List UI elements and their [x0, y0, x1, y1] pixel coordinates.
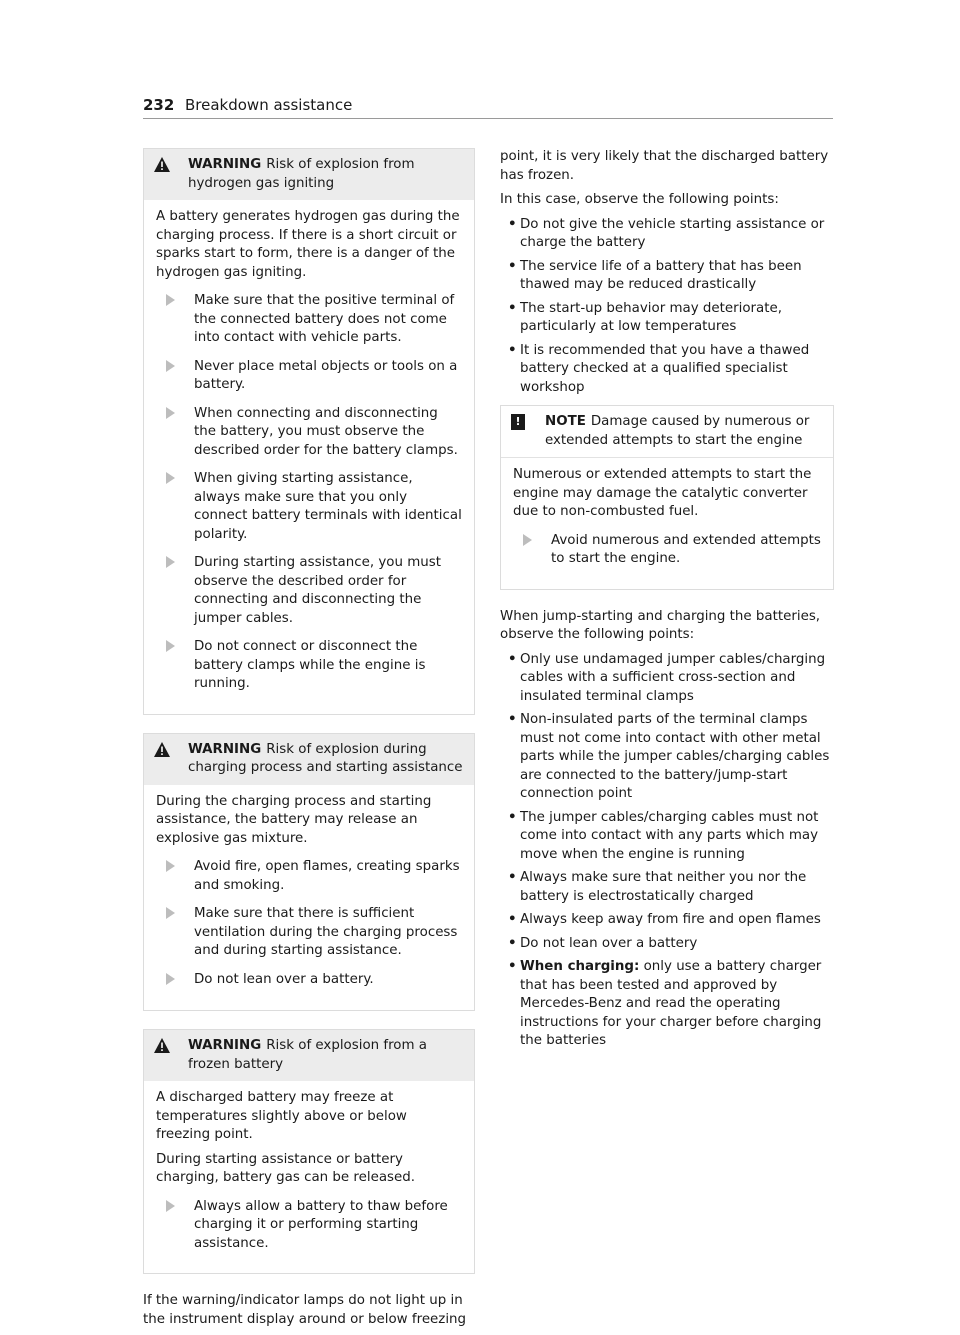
list-item: • It is recommended that you have a thawed battery checked at a qualified specialist workshop [508, 342, 810, 395]
action-item: Do not lean over a battery. [166, 971, 462, 991]
warning-keyword: WARNING [188, 1038, 262, 1053]
list-item: • Do not lean over a battery [508, 935, 698, 951]
list-item: • Do not give the vehicle starting assistance or charge the battery [508, 216, 825, 250]
action-item: Avoid numerous and extended attempts to start the engine. [523, 532, 821, 569]
list-item: • The service life of a battery that has been thawed may be reduced drastically [508, 258, 802, 292]
left-column [143, 148, 475, 1335]
warning-title: Risk of explosion from hydrogen gas igniting [188, 157, 415, 191]
page-header [143, 94, 833, 119]
note-box [500, 405, 834, 590]
action-item: Make sure that there is sufficient ventilation during the charging process and during starting assistance. [166, 905, 462, 961]
warning-triangle-icon [154, 156, 188, 193]
arrow-bullet-icon [166, 638, 194, 694]
charging-text: only use a battery charger that has been tested and approved by Mercedes-Benz and read the operating instructions for your charger before charging the batteries [520, 959, 822, 1048]
list-item: • Always make sure that neither you nor the battery is electrostatically charged [508, 870, 807, 904]
jump-lead: When jump-starting and charging the batteries, observe the following points: [500, 608, 821, 642]
arrow-bullet-icon [166, 405, 194, 461]
list-item: • The jumper cables/charging cables must not come into contact with any parts which may move when the engine is running [508, 809, 819, 862]
arrow-bullet-icon [166, 554, 194, 628]
warning-keyword: WARNING [188, 741, 262, 757]
warning-title: Risk of explosion from a frozen battery [188, 1038, 428, 1072]
warning-header [144, 149, 474, 200]
case-lead: In this case, observe the following points: [500, 192, 779, 207]
exclamation-icon: ! [511, 414, 525, 430]
warning-header [144, 734, 474, 785]
action-item: During starting assistance, you must observe the described order for connecting and disconnecting the jumper cables. [166, 554, 462, 628]
warning-title: Risk of explosion during charging process and starting assistance [188, 741, 463, 775]
list-item: • When charging: only use a battery charger that has been tested and approved by Mercedes-Benz and read the operating instructions for your charger before charging the batteries [508, 959, 822, 1048]
warning-box-hydrogen [143, 148, 475, 715]
warning-header [144, 1030, 474, 1081]
warning-text: During starting assistance or battery charging, battery gas can be released. [156, 1151, 416, 1185]
arrow-bullet-icon [166, 858, 194, 895]
arrow-bullet-icon [166, 971, 194, 991]
warning-box-frozen [143, 1029, 475, 1274]
arrow-bullet-icon [166, 358, 194, 395]
note-header [501, 406, 833, 458]
action-item: Make sure that the positive terminal of the connected battery does not come into contact with vehicle parts. [166, 292, 462, 348]
action-item: When giving starting assistance, always make sure that you only connect battery terminals with identical polarity. [166, 470, 462, 544]
action-item: When connecting and disconnecting the battery, you must observe the described order for the battery clamps. [166, 405, 462, 461]
case-points-list [500, 216, 834, 398]
list-item: • Only use undamaged jumper cables/charging cables with a sufficient cross-section and insulated terminal clamps [508, 651, 826, 704]
closing-paragraph: If the warning/indicator lamps do not light up in the instrument display around or below freezing [143, 1293, 467, 1327]
warning-triangle-icon [154, 1037, 188, 1074]
warning-text: A battery generates hydrogen gas during the charging process. If there is a short circuit or sparks start to form, there is a danger of the hydrogen gas igniting. [156, 209, 460, 280]
section-title: Breakdown assistance [185, 96, 353, 114]
warning-keyword: WARNING [188, 157, 262, 172]
arrow-bullet-icon [166, 905, 194, 961]
intro-paragraph: point, it is very likely that the discharged battery has frozen. [500, 149, 829, 183]
warning-text: During the charging process and starting assistance, the battery may release an explosive gas mixture. [156, 793, 432, 846]
arrow-bullet-icon [523, 532, 551, 569]
warning-text: A discharged battery may freeze at temperatures slightly above or below freezing point. [156, 1090, 407, 1142]
note-title: Damage caused by numerous or extended attempts to start the engine [545, 414, 810, 448]
list-item: • Non-insulated parts of the terminal clamps must not come into contact with other metal parts while the jumper cables/charging cables are connected to the battery/jump-start connection point [508, 712, 830, 801]
charging-label: When charging: [520, 959, 640, 974]
right-column [500, 148, 834, 1059]
action-item: Avoid fire, open flames, creating sparks and smoking. [166, 858, 462, 895]
list-item: • The start-up behavior may deteriorate, particularly at low temperatures [508, 300, 782, 334]
note-text: Numerous or extended attempts to start the engine may damage the catalytic converter due to non-combusted fuel. [513, 467, 812, 519]
arrow-bullet-icon [166, 470, 194, 544]
note-keyword: NOTE [545, 414, 586, 429]
action-item: Do not connect or disconnect the battery clamps while the engine is running. [166, 638, 462, 694]
jump-points-list [500, 651, 834, 1051]
arrow-bullet-icon [166, 1198, 194, 1254]
warning-triangle-icon [154, 741, 188, 778]
action-item: Never place metal objects or tools on a battery. [166, 358, 462, 395]
action-item: Always allow a battery to thaw before charging it or performing starting assistance. [166, 1198, 462, 1254]
page-number: 232 [143, 96, 175, 114]
arrow-bullet-icon [166, 292, 194, 348]
warning-box-charging [143, 733, 475, 1012]
list-item: • Always keep away from fire and open flames [508, 912, 821, 927]
